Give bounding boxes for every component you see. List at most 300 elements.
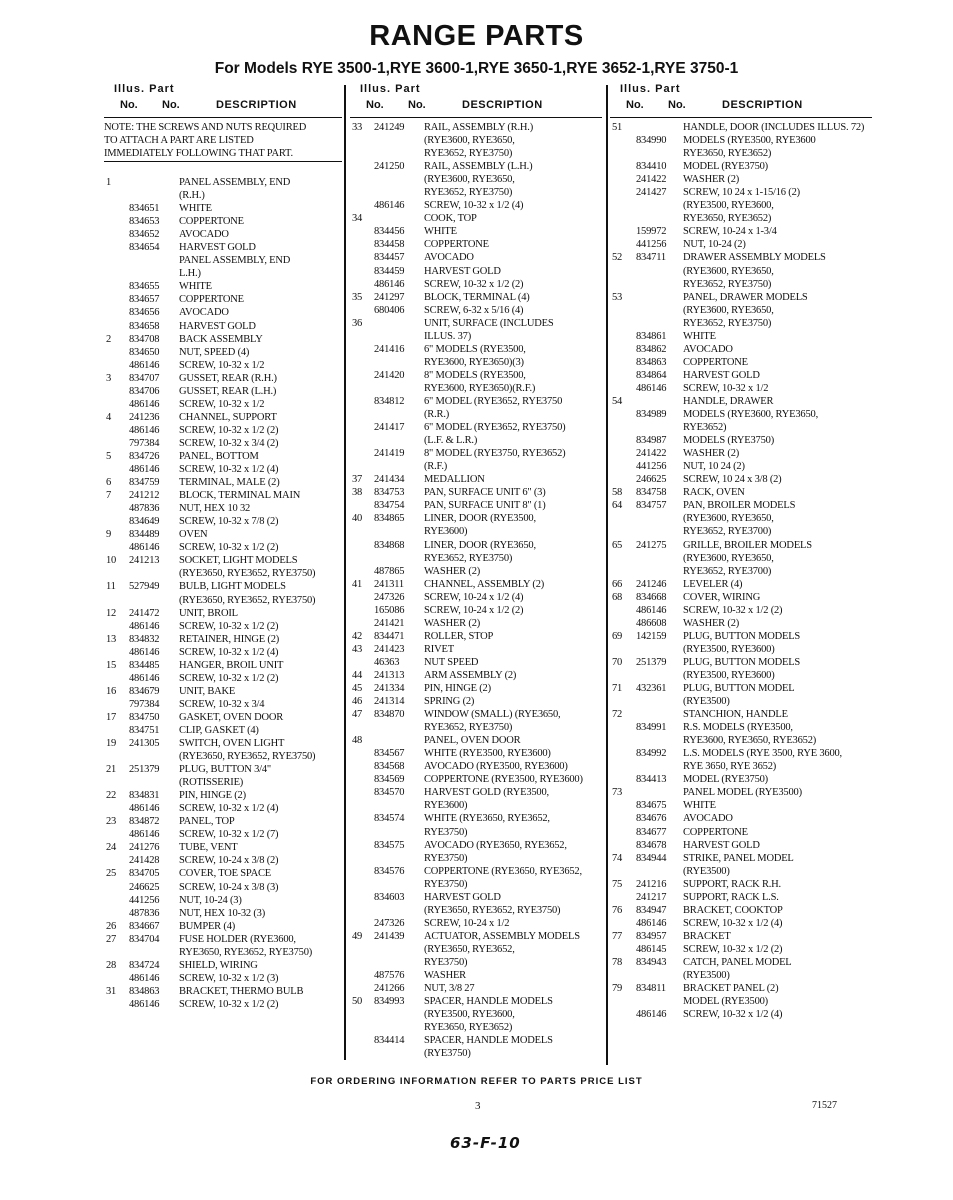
part-row <box>104 541 342 554</box>
part-number: 486146 <box>129 359 160 371</box>
part-row <box>104 920 342 933</box>
part-number: 834863 <box>636 356 667 368</box>
illus-number: 46 <box>352 696 363 708</box>
part-row <box>610 682 872 708</box>
part-number: 834458 <box>374 239 405 251</box>
part-description: BRACKET, THERMO BULB <box>179 985 304 997</box>
part-number: 834567 <box>374 748 405 760</box>
illus-number: 10 <box>106 555 117 567</box>
part-number: 486146 <box>636 917 667 929</box>
illus-number: 16 <box>106 685 117 697</box>
part-number: 834989 <box>636 409 667 421</box>
part-row <box>350 917 602 930</box>
part-number: 486146 <box>129 398 160 410</box>
part-description: LINER, DOOR (RYE3500, <box>424 513 536 525</box>
parts-column-3 <box>610 83 872 1021</box>
illus-number: 53 <box>612 291 623 303</box>
part-number: 680406 <box>374 304 405 316</box>
part-number: 834654 <box>129 242 160 254</box>
part-row <box>350 121 602 160</box>
part-number: 834944 <box>636 852 667 864</box>
part-number: 834678 <box>636 839 667 851</box>
part-number: 834603 <box>374 891 405 903</box>
part-description: HARVEST GOLD <box>424 891 501 903</box>
part-row <box>350 643 602 656</box>
part-row <box>104 841 342 854</box>
part-description: NUT, 10 24 (2) <box>683 461 745 473</box>
part-number: 834991 <box>636 722 667 734</box>
part-row <box>104 502 342 515</box>
part-row <box>610 382 872 395</box>
part-number: 834471 <box>374 630 405 642</box>
part-number: 834704 <box>129 933 160 945</box>
part-number: 834943 <box>636 957 667 968</box>
part-description: (RYE3500, RYE3600, <box>424 1009 515 1021</box>
part-row <box>610 225 872 238</box>
part-description: CHANNEL, SUPPORT <box>179 411 277 423</box>
part-number: 834751 <box>129 724 160 736</box>
part-description: COPPERTONE <box>683 826 748 838</box>
part-row <box>104 176 342 202</box>
part-row <box>610 617 872 630</box>
note-line: TO ATTACH A PART ARE LISTED <box>104 135 254 146</box>
part-number: 432361 <box>636 683 667 695</box>
part-row <box>350 865 602 891</box>
part-description: PAN, SURFACE UNIT 6" (3) <box>424 487 546 499</box>
parts-column-1 <box>104 83 342 1011</box>
part-row <box>104 306 342 319</box>
part-number: 797384 <box>129 698 160 710</box>
part-description: SCREW, 10-32 x 1/2 (4) <box>683 917 783 929</box>
part-number: 834711 <box>636 252 666 264</box>
illus-number: 79 <box>612 983 623 995</box>
part-description: SCREW, 10-32 x 1/2 (2) <box>179 620 279 632</box>
part-description: (RYE3500) <box>683 865 730 877</box>
part-row <box>104 280 342 293</box>
header-part-no: No. <box>162 99 180 111</box>
part-number: 241428 <box>129 855 160 867</box>
part-row <box>104 802 342 815</box>
part-description: GUSSET, REAR (R.H.) <box>179 372 277 384</box>
part-number: 834570 <box>374 787 405 799</box>
part-number: 241314 <box>374 696 405 708</box>
part-row <box>350 225 602 238</box>
part-description: L.S. MODELS (RYE 3500, RYE 3600, <box>683 748 842 760</box>
part-description: (RYE3650, RYE3652, RYE3750) <box>179 568 316 580</box>
part-number: 834457 <box>374 252 405 264</box>
part-row <box>104 867 342 880</box>
part-number: 834831 <box>129 790 160 802</box>
part-description: ACTUATOR, ASSEMBLY MODELS <box>424 930 580 942</box>
part-number: 834758 <box>636 487 667 499</box>
part-description: PAN, SURFACE UNIT 8" (1) <box>424 500 546 512</box>
illus-number: 52 <box>612 252 623 264</box>
part-number: 241427 <box>636 187 667 199</box>
part-number: 241275 <box>636 539 667 551</box>
part-number: 834750 <box>129 711 160 723</box>
part-description: PAN, BROILER MODELS <box>683 500 796 512</box>
part-row <box>104 254 342 280</box>
part-description: PANEL, TOP <box>179 816 235 828</box>
illus-number: 13 <box>106 633 117 645</box>
illus-number: 19 <box>106 738 117 750</box>
part-number: 834724 <box>129 959 160 971</box>
part-number: 834759 <box>129 477 160 489</box>
illus-number: 51 <box>612 122 623 133</box>
illus-number: 38 <box>352 487 363 499</box>
part-description: WHITE (RYE3650, RYE3652, <box>424 813 550 825</box>
part-description: MODELS (RYE3600, RYE3650, <box>683 409 819 421</box>
part-row <box>350 591 602 604</box>
part-row <box>610 486 872 499</box>
part-number: 247326 <box>374 591 405 603</box>
part-number: 486146 <box>129 672 160 684</box>
part-description: (R.F.) <box>424 461 448 473</box>
part-description: (RYE3500) <box>683 970 730 982</box>
part-description: SCREW, 10-32 x 3/4 (2) <box>179 437 279 449</box>
part-row <box>610 773 872 786</box>
part-description: SCREW, 10-32 x 7/8 (2) <box>179 516 279 528</box>
part-row <box>610 173 872 186</box>
part-description: L.H.) <box>179 268 201 280</box>
part-row <box>104 320 342 333</box>
part-number: 834459 <box>374 265 405 277</box>
illus-number: 27 <box>106 933 117 945</box>
document-code: 71527 <box>812 1100 837 1111</box>
part-description: NUT, 10-24 (2) <box>683 239 746 251</box>
part-description: HARVEST GOLD <box>179 242 256 254</box>
part-number: 159972 <box>636 226 667 238</box>
part-description: RYE3750) <box>424 957 468 968</box>
models-subtitle: For Models RYE 3500-1,RYE 3600-1,RYE 3650-1,RYE 3652-1,RYE 3750-1 <box>214 60 739 77</box>
part-description: BRACKET <box>683 930 731 942</box>
part-row <box>104 346 342 359</box>
part-number: 486608 <box>636 617 667 629</box>
part-description: PANEL ASSEMBLY, END <box>179 255 291 267</box>
part-number: 834650 <box>129 346 160 358</box>
part-row <box>350 265 602 278</box>
part-row <box>104 411 342 424</box>
part-description: COPPERTONE <box>179 216 244 228</box>
part-description: SCREW, 10-32 x 1/2 (2) <box>179 542 279 554</box>
part-description: 6" MODEL (RYE3652, RYE3750) <box>424 422 566 434</box>
part-number: 241422 <box>636 448 667 460</box>
part-number: 834864 <box>636 369 667 381</box>
part-number: 834990 <box>636 135 667 147</box>
illus-number: 21 <box>106 764 117 776</box>
part-description: NUT, SPEED (4) <box>179 346 250 358</box>
page-title: RANGE PARTS <box>369 20 584 52</box>
part-description: SCREW, 10-32 x 1/2 (2) <box>179 998 279 1010</box>
part-description: RYE3750) <box>424 852 468 864</box>
part-number: 834947 <box>636 904 667 916</box>
part-description: (RYE3650, RYE3652, <box>424 943 515 955</box>
part-description: RYE3750) <box>424 826 468 838</box>
part-number: 834655 <box>129 281 160 293</box>
part-number: 441256 <box>636 239 667 251</box>
part-number: 46363 <box>374 656 400 668</box>
part-row <box>350 251 602 264</box>
part-number: 487865 <box>374 565 405 577</box>
part-number: 241313 <box>374 669 405 681</box>
part-description: NUT, HEX 10 32 <box>179 503 251 515</box>
part-row <box>104 437 342 450</box>
part-description: SCREW, 10-24 x 1-3/4 <box>683 226 777 238</box>
part-description: (R.R.) <box>424 409 450 421</box>
part-description: SCREW, 10-24 x 3/8 (2) <box>179 855 279 867</box>
part-description: SCREW, 10-32 x 1/2 (2) <box>683 943 783 955</box>
part-description: PANEL MODEL (RYE3500) <box>683 787 802 799</box>
part-number: 834707 <box>129 372 160 384</box>
part-description: AVOCADO <box>683 343 733 355</box>
part-description: RYE3652, RYE3750) <box>683 278 772 290</box>
part-number: 834576 <box>374 865 405 877</box>
part-description: (RYE3500) <box>683 696 730 708</box>
illus-number: 41 <box>352 578 363 590</box>
part-description: UNIT, SURFACE (INCLUDES <box>424 317 554 329</box>
illus-number: 2 <box>106 333 112 345</box>
illus-number: 70 <box>612 656 623 668</box>
part-description: RYE3652, RYE3750) <box>683 317 772 329</box>
part-number: 241249 <box>374 122 405 133</box>
part-description: COPPERTONE <box>683 356 748 368</box>
part-row <box>350 891 602 917</box>
part-description: NUT, HEX 10-32 (3) <box>179 907 266 919</box>
part-number: 834667 <box>129 920 160 932</box>
part-description: NUT, 10-24 (3) <box>179 894 242 906</box>
part-number: 241212 <box>129 490 160 502</box>
part-number: 486146 <box>129 998 160 1010</box>
part-description: RYE3652, RYE3700) <box>683 565 772 577</box>
part-row <box>610 369 872 382</box>
part-row <box>350 565 602 578</box>
part-description: BRACKET, COOKTOP <box>683 904 783 916</box>
part-row <box>104 398 342 411</box>
part-number: 834757 <box>636 500 667 512</box>
illus-number: 73 <box>612 787 623 799</box>
part-description: PANEL, DRAWER MODELS <box>683 291 808 303</box>
part-description: SOCKET, LIGHT MODELS <box>179 555 298 567</box>
part-row <box>104 894 342 907</box>
part-number: 487836 <box>129 503 160 515</box>
part-number: 241423 <box>374 643 405 655</box>
part-row <box>610 721 872 747</box>
part-row <box>610 447 872 460</box>
illus-number: 26 <box>106 920 117 932</box>
part-description: NUT SPEED <box>424 656 479 668</box>
header-part-no: No. <box>668 99 686 111</box>
part-row <box>350 617 602 630</box>
illus-number: 78 <box>612 957 623 968</box>
part-row <box>610 708 872 721</box>
part-description: GASKET, OVEN DOOR <box>179 711 284 723</box>
part-row <box>350 499 602 512</box>
part-number: 834656 <box>129 307 160 319</box>
part-row <box>350 760 602 773</box>
part-row <box>104 724 342 737</box>
part-row <box>104 580 342 606</box>
part-row <box>350 212 602 225</box>
part-number: 241276 <box>129 842 160 854</box>
part-row <box>610 238 872 251</box>
part-row <box>350 604 602 617</box>
part-number: 486146 <box>636 604 667 616</box>
part-row <box>610 434 872 447</box>
part-row <box>350 486 602 499</box>
part-row <box>610 473 872 486</box>
part-description: SUPPORT, RACK R.H. <box>683 878 781 890</box>
part-description: 6" MODELS (RYE3500, <box>424 343 526 355</box>
part-number: 834872 <box>129 816 160 828</box>
part-number: 834677 <box>636 826 667 838</box>
illus-number: 43 <box>352 643 363 655</box>
part-description: ILLUS. 37) <box>424 330 471 342</box>
part-row <box>104 737 342 763</box>
part-description: RYE3600) <box>424 800 468 812</box>
part-description: HANDLE, DRAWER <box>683 395 774 407</box>
part-description: MEDALLION <box>424 474 485 486</box>
part-description: HARVEST GOLD <box>424 265 501 277</box>
part-description: RYE3600, RYE3650)(R.F.) <box>424 382 536 394</box>
parts-column-2 <box>350 83 602 1060</box>
part-description: SCREW, 10-32 x 1/2 (4) <box>683 1009 783 1021</box>
part-description: RYE3650, RYE3652, RYE3750) <box>179 946 313 958</box>
part-number: 834675 <box>636 800 667 812</box>
part-number: 834726 <box>129 450 160 462</box>
part-row <box>104 763 342 789</box>
illus-number: 9 <box>106 529 112 541</box>
part-number: 834658 <box>129 320 160 332</box>
part-row <box>610 943 872 956</box>
part-number: 834863 <box>129 985 160 997</box>
part-description: MODEL (RYE3750) <box>683 774 768 786</box>
column-header <box>350 83 602 118</box>
part-row <box>350 473 602 486</box>
part-row <box>350 512 602 538</box>
part-description: 8" MODEL (RYE3750, RYE3652) <box>424 448 566 460</box>
part-number: 834456 <box>374 226 405 238</box>
illus-number: 68 <box>612 591 623 603</box>
part-row <box>104 385 342 398</box>
part-number: 241305 <box>129 738 160 750</box>
part-description: (RYE3600, RYE3650, <box>683 304 774 316</box>
part-description: (RYE3600, RYE3650, <box>683 552 774 564</box>
illus-number: 7 <box>106 490 112 502</box>
illus-number: 17 <box>106 711 117 723</box>
part-row <box>610 160 872 173</box>
part-row <box>104 711 342 724</box>
part-row <box>350 708 602 734</box>
part-description: HANDLE, DOOR (INCLUDES ILLUS. 72) <box>683 122 865 133</box>
part-row <box>104 959 342 972</box>
part-row <box>610 812 872 825</box>
part-description: BRACKET PANEL (2) <box>683 983 779 995</box>
part-number: 486146 <box>636 382 667 394</box>
part-number: 486146 <box>129 803 160 815</box>
part-description: AVOCADO <box>179 307 229 319</box>
part-description: WHITE <box>683 330 716 342</box>
part-row <box>350 786 602 812</box>
part-description: SHIELD, WIRING <box>179 959 258 971</box>
part-number: 241250 <box>374 161 405 173</box>
part-row <box>104 293 342 306</box>
part-row <box>350 969 602 982</box>
illus-number: 23 <box>106 816 117 828</box>
part-description: SCREW, 10-32 x 3/4 <box>179 698 265 710</box>
part-description: SCREW, 10-24 x 1/2 (4) <box>424 591 524 603</box>
part-description: (RYE3600, RYE3650, <box>683 265 774 277</box>
part-number: 241434 <box>374 474 405 486</box>
illus-number: 11 <box>106 581 116 593</box>
part-description: WHITE <box>424 226 457 238</box>
part-number: 834575 <box>374 839 405 851</box>
part-row <box>610 460 872 473</box>
part-row <box>104 620 342 633</box>
part-number: 834410 <box>636 161 667 173</box>
part-row <box>350 930 602 969</box>
part-number: 834832 <box>129 633 160 645</box>
part-description: RYE3600, RYE3650)(3) <box>424 356 524 368</box>
part-number: 165086 <box>374 604 405 616</box>
part-description: COOK, TOP <box>424 213 477 225</box>
part-description: SCREW, 6-32 x 5/16 (4) <box>424 304 524 316</box>
part-description: SCREW, 10-32 x 1/2 <box>683 382 769 394</box>
part-row <box>104 854 342 867</box>
part-description: ROLLER, STOP <box>424 630 494 642</box>
part-description: SCREW, 10-24 x 1/2 <box>424 917 510 929</box>
illus-number: 22 <box>106 790 117 802</box>
part-description: HARVEST GOLD <box>683 369 760 381</box>
part-description: SCREW, 10-32 x 1/2 (2) <box>179 424 279 436</box>
part-description: SCREW, 10 24 x 3/8 (2) <box>683 474 782 486</box>
part-row <box>104 359 342 372</box>
part-row <box>350 304 602 317</box>
illus-number: 24 <box>106 842 117 854</box>
illus-number: 12 <box>106 607 117 619</box>
part-row <box>104 515 342 528</box>
part-description: MODEL (RYE3750) <box>683 161 768 173</box>
column-header <box>104 83 342 118</box>
part-row <box>610 786 872 799</box>
part-description: SCREW, 10-32 x 1/2 (2) <box>424 278 524 290</box>
part-number: 834649 <box>129 516 160 528</box>
header-description: DESCRIPTION <box>722 99 803 111</box>
part-number: 241417 <box>374 422 405 434</box>
part-number: 834987 <box>636 435 667 447</box>
part-row <box>104 372 342 385</box>
part-description: BULB, LIGHT MODELS <box>179 581 286 593</box>
part-row <box>104 972 342 985</box>
part-row <box>610 395 872 408</box>
header-illus-part: Illus. Part <box>620 83 681 95</box>
part-number: 486146 <box>129 424 160 436</box>
part-number: 241297 <box>374 291 405 303</box>
part-row <box>104 828 342 841</box>
part-description: RYE3652, RYE3700) <box>683 526 772 538</box>
part-description: COPPERTONE <box>424 239 489 251</box>
part-description: (RYE3600, RYE3650, <box>424 174 515 186</box>
part-row <box>610 539 872 578</box>
part-row <box>104 554 342 580</box>
part-number: 486146 <box>374 278 405 290</box>
part-description: RAIL, ASSEMBLY (L.H.) <box>424 161 533 173</box>
part-row <box>350 160 602 199</box>
part-number: 246625 <box>129 881 160 893</box>
illus-number: 50 <box>352 996 363 1008</box>
part-row <box>610 121 872 134</box>
part-row <box>350 278 602 291</box>
parts-list <box>350 121 602 1060</box>
